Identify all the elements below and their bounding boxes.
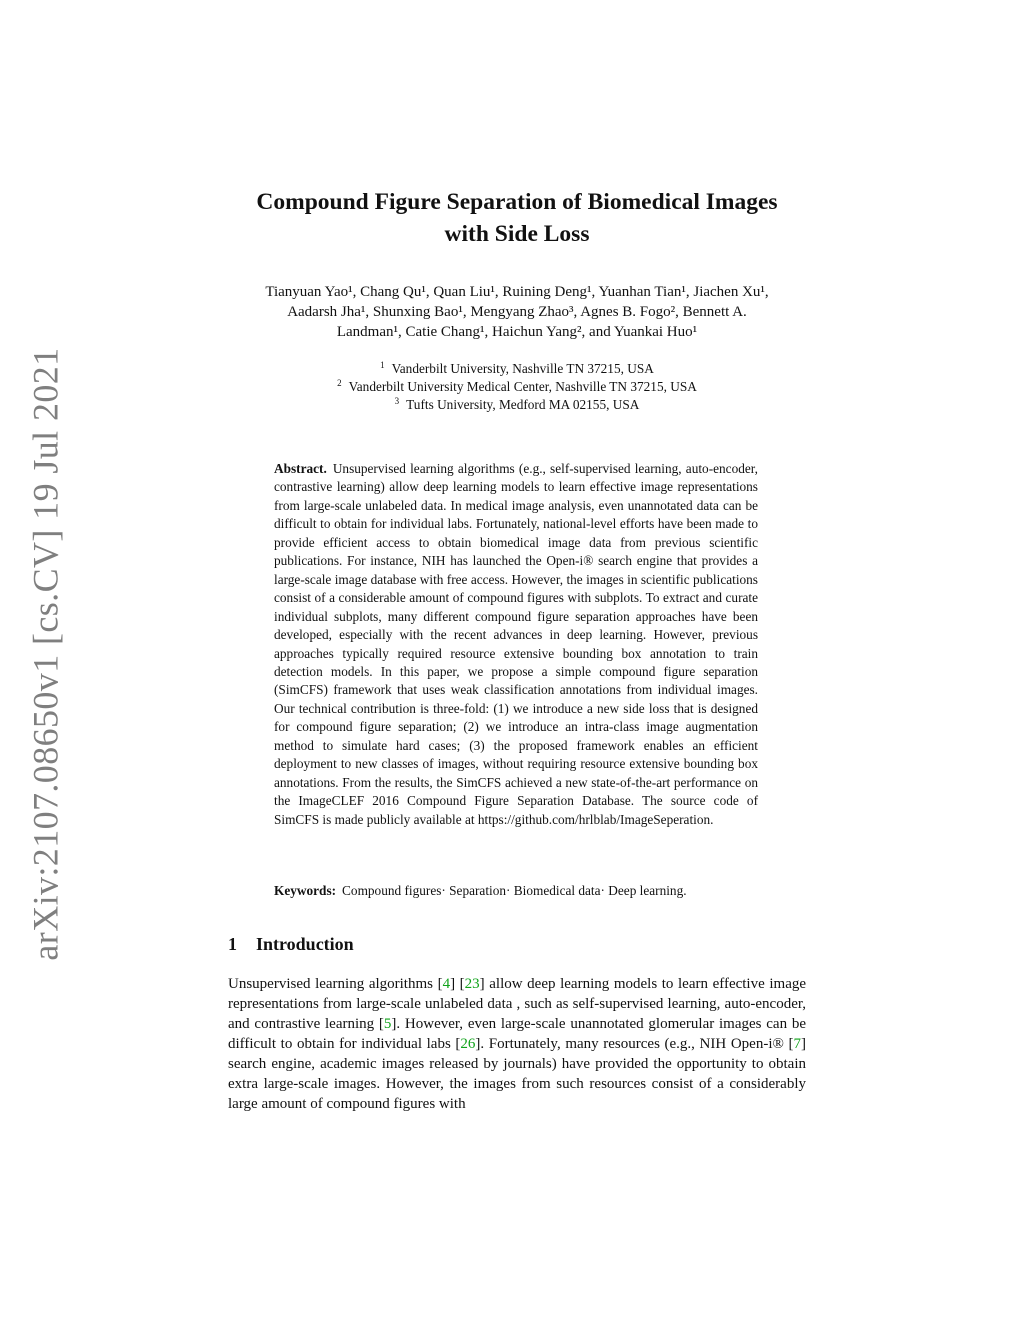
abstract: [274, 460, 758, 829]
affiliation-list: [228, 360, 806, 414]
intro-text: ] search engine, academic images released by journals) have provided the opportunity to obtain extra large-scale images. However, the images from such resources consist of a considerably large amount of compound figures with: [228, 1036, 806, 1112]
paper-title: [228, 186, 806, 250]
author-line-1: Tianyuan Yao¹, Chang Qu¹, Quan Liu¹, Ruining Deng¹, Yuanhan Tian¹, Jiachen Xu¹,: [265, 284, 769, 300]
affiliation-1: [228, 360, 806, 378]
arxiv-identifier-text: arXiv:2107.08650v1 [cs.CV] 19 Jul 2021: [26, 347, 66, 961]
affiliation-2: [228, 378, 806, 396]
intro-text: Unsupervised learning algorithms: [228, 976, 438, 992]
affiliation-mark: 3: [394, 396, 400, 406]
section-heading: [228, 931, 806, 957]
paper-title-line-2: with Side Loss: [444, 221, 590, 247]
citation-link[interactable]: 23: [464, 976, 480, 992]
citation-link[interactable]: 26: [460, 1036, 476, 1052]
citation-link[interactable]: 5: [383, 1016, 392, 1032]
affiliation-text: Tufts University, Medford MA 02155, USA: [406, 397, 640, 412]
keywords-label: Keywords:: [274, 883, 337, 898]
affiliation-mark: 1: [380, 360, 385, 370]
section-title: Introduction: [256, 934, 354, 954]
author-line-2: Aadarsh Jha¹, Shunxing Bao¹, Mengyang Zhao³, Agnes B. Fogo², Bennett A.: [287, 304, 747, 320]
intro-text: ]. Fortunately, many resources (e.g., NIH Open-i® [: [475, 1036, 794, 1052]
keywords: [274, 882, 758, 900]
author-list: [228, 282, 806, 342]
affiliation-text: Vanderbilt University Medical Center, Nashville TN 37215, USA: [348, 379, 697, 394]
intro-text: ] [: [450, 976, 465, 992]
section-number: 1: [228, 934, 237, 954]
intro-text: ]. However, even large-scale unannotated glomerular images can be difficult to obtain for individual labs [: [228, 1016, 807, 1052]
intro-text: [: [437, 976, 443, 992]
paper-title-line-1: Compound Figure Separation of Biomedical Images: [256, 189, 778, 215]
introduction-paragraph: [228, 974, 806, 1114]
affiliation-3: [228, 396, 806, 414]
citation-link[interactable]: 4: [442, 976, 451, 992]
intro-text: ] allow deep learning models to learn effective image representations from large-scale unlabeled data , such as self-supervised learning, auto-encoder, and contrastive learning [: [228, 976, 807, 1032]
affiliation-text: Vanderbilt University, Nashville TN 37215, USA: [391, 361, 654, 376]
arxiv-identifier-stamp: [24, 347, 68, 961]
author-line-3: Landman¹, Catie Chang¹, Haichun Yang², and Yuankai Huo¹: [336, 324, 698, 340]
keywords-text: Compound figures· Separation· Biomedical data· Deep learning.: [342, 883, 687, 898]
affiliation-mark: 2: [337, 378, 342, 388]
abstract-text: Unsupervised learning algorithms (e.g., self-supervised learning, auto-encoder, contrastive learning) allow deep learning models to learn effective image representations from large-scale unlabeled data. In medical image analysis, even unannotated data can be difficult to obtain for individual labs. Fortunately, national-level efforts have been made to provide efficient access to obtain biomedical image data from previous scientific publications. For instance, NIH has launched the Open-i® search engine that provides a large-scale image database with free access. However, the images in scientific publications consist of a considerable amount of compound figures with subplots. To extract and curate individual subplots, many different compound figure separation approaches have been developed, especially with the recent advances in deep learning. However, previous approaches typically required resource extensive bounding box annotation to train detection models. In this paper, we propose a simple compound figure separation (SimCFS) framework that uses weak classification annotations from individual images. Our technical contribution is three-fold: (1) we introduce a new side loss that is designed for compound figure separation; (2) we introduce an intra-class image augmentation method to simulate hard cases; (3) the proposed framework enables an efficient deployment to new classes of images, without requiring resource extensive bounding box annotations. From the results, the SimCFS achieved a new state-of-the-art performance on the ImageCLEF 2016 Compound Figure Separation Database. The source code of SimCFS is made publicly available at https://github.com/hrlblab/ImageSeperation.: [274, 461, 758, 827]
citation-link[interactable]: 7: [793, 1036, 801, 1052]
abstract-label: Abstract.: [274, 461, 327, 476]
